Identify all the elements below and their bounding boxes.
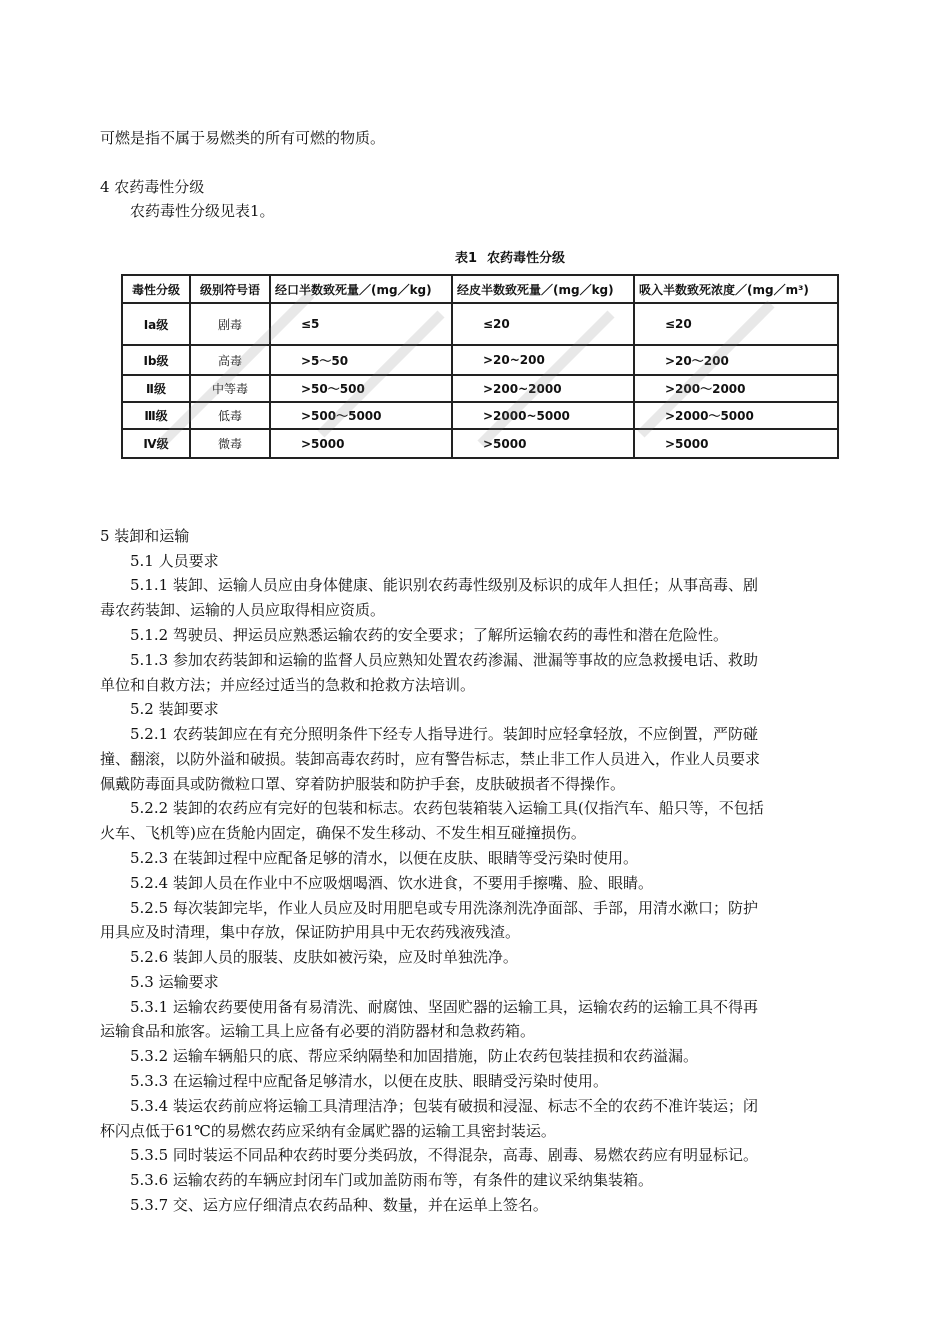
section-4-text: 农药毒性分级见表1。 <box>130 202 275 220</box>
section-5-1-1-cont: 毒农药装卸、运输的人员应取得相应资质。 <box>100 601 386 619</box>
watermark-stroke <box>321 314 441 434</box>
section-5-2-5-cont: 用具应及时清理，集中存放，保证防护用具中无农药残液残渣。 <box>100 923 521 941</box>
cell-symbol: 低毒 <box>190 402 270 429</box>
watermark-stroke <box>641 304 771 434</box>
table-header-cell: 毒性分级 <box>122 275 190 303</box>
cell-symbol: 中等毒 <box>190 375 270 402</box>
section-5-2-2-cont: 火车、飞机等)应在货舱内固定，确保不发生移动、不发生相互碰撞损伤。 <box>100 824 586 842</box>
section-5-1-3: 5.1.3 参加农药装卸和运输的监督人员应熟知处置农药渗漏、泄漏等事故的应急救援电话、救助 <box>130 651 758 669</box>
section-5-3-7: 5.3.7 交、运方应仔细清点农药品种、数量，并在运单上签名。 <box>130 1196 548 1214</box>
cell-oral: ≤5 <box>270 303 452 345</box>
section-5-3-6: 5.3.6 运输农药的车辆应封闭车门或加盖防雨布等，有条件的建议采纳集装箱。 <box>130 1171 653 1189</box>
watermark-overlay <box>121 274 837 459</box>
cell-dermal: >20~200 <box>452 345 634 375</box>
table-caption <box>400 247 620 266</box>
table-caption-number: 表1 <box>454 251 478 266</box>
section-5-2-1-cont2: 佩戴防毒面具或防微粒口罩、穿着防护服装和防护手套，皮肤破损者不得操作。 <box>100 775 626 793</box>
table-header-cell: 经口半数致死量／(mg／kg) <box>270 275 452 303</box>
cell-oral: >500～5000 <box>270 402 452 429</box>
section-5-3: 5.3 运输要求 <box>130 973 219 991</box>
cell-inhalation: >2000～5000 <box>634 402 838 429</box>
section-5-1-2: 5.1.2 驾驶员、押运员应熟悉运输农药的安全要求；了解所运输农药的毒性和潜在危险性。 <box>130 626 728 644</box>
cell-oral: >50～500 <box>270 375 452 402</box>
cell-inhalation: >5000 <box>634 429 838 458</box>
cell-dermal: >5000 <box>452 429 634 458</box>
cell-symbol: 剧毒 <box>190 303 270 345</box>
section-4-heading: 4 农药毒性分级 <box>100 178 205 196</box>
table-header-cell: 吸入半数致死浓度／(mg／m³) <box>634 275 838 303</box>
section-5-2-3: 5.2.3 在装卸过程中应配备足够的清水，以便在皮肤、眼睛等受污染时使用。 <box>130 849 638 867</box>
cell-oral: >5～50 <box>270 345 452 375</box>
section-5-2-4: 5.2.4 装卸人员在作业中不应吸烟喝酒、饮水进食，不要用手擦嘴、脸、眼睛。 <box>130 874 653 892</box>
table-header-cell: 经皮半数致死量／(mg／kg) <box>452 275 634 303</box>
section-5-1-3-cont: 单位和自救方法；并应经过适当的急救和抢救方法培训。 <box>100 676 476 694</box>
section-5-3-1-cont: 运输食品和旅客。运输工具上应备有必要的消防器材和急救药箱。 <box>100 1022 536 1040</box>
watermark-stroke <box>161 294 311 444</box>
section-5-2-1-cont: 撞、翻滚，以防外溢和破损。装卸高毒农药时，应有警告标志，禁止非工作人员进入，作业人员要求 <box>100 750 761 768</box>
cell-inhalation: ≤20 <box>634 303 838 345</box>
section-5-3-4: 5.3.4 装运农药前应将运输工具清理洁净；包装有破损和浸湿、标志不全的农药不准许装运；闭 <box>130 1097 758 1115</box>
cell-dermal: >2000~5000 <box>452 402 634 429</box>
cell-dermal: >200~2000 <box>452 375 634 402</box>
section-5-2-5: 5.2.5 每次装卸完毕，作业人员应及时用肥皂或专用洗涤剂洗净面部、手部，用清水漱口；防护 <box>130 899 758 917</box>
section-5-2-2: 5.2.2 装卸的农药应有完好的包装和标志。农药包装箱装入运输工具(仅指汽车、船只等，不包括 <box>130 799 764 817</box>
cell-inhalation: >200～2000 <box>634 375 838 402</box>
section-5-3-4-cont: 杯闪点低于61℃的易燃农药应采纳有金属贮器的运输工具密封装运。 <box>100 1122 556 1140</box>
section-5-3-2: 5.3.2 运输车辆船只的底、帮应采纳隔垫和加固措施，防止农药包装挂损和农药溢漏。 <box>130 1047 698 1065</box>
section-5-2-6: 5.2.6 装卸人员的服装、皮肤如被污染，应及时单独洗净。 <box>130 948 518 966</box>
table-caption-title: 农药毒性分级 <box>487 251 566 266</box>
cell-inhalation: >20～200 <box>634 345 838 375</box>
section-5-3-1: 5.3.1 运输农药要使用备有易清洗、耐腐蚀、坚固贮器的运输工具，运输农药的运输工具不得再 <box>130 998 758 1016</box>
intro-paragraph: 可燃是指不属于易燃类的所有可燃的物质。 <box>100 129 386 147</box>
cell-dermal: ≤20 <box>452 303 634 345</box>
section-5-1-1: 5.1.1 装卸、运输人员应由身体健康、能识别农药毒性级别及标识的成年人担任；从事高毒、剧 <box>130 576 758 594</box>
section-5-2-1: 5.2.1 农药装卸应在有充分照明条件下经专人指导进行。装卸时应轻拿轻放，不应倒置，严防碰 <box>130 725 758 743</box>
cell-level: Ⅲ级 <box>122 402 190 429</box>
table-header-cell: 级别符号语 <box>190 275 270 303</box>
cell-level: Ⅳ级 <box>122 429 190 458</box>
section-5-3-5: 5.3.5 同时装运不同品种农药时要分类码放，不得混杂，高毒、剧毒、易燃农药应有明显标记。 <box>130 1146 758 1164</box>
cell-level: Ⅰb级 <box>122 345 190 375</box>
section-5-2: 5.2 装卸要求 <box>130 700 219 718</box>
watermark-stroke <box>481 314 611 444</box>
cell-symbol: 微毒 <box>190 429 270 458</box>
cell-symbol: 高毒 <box>190 345 270 375</box>
cell-level: Ⅱ级 <box>122 375 190 402</box>
cell-oral: >5000 <box>270 429 452 458</box>
section-5-3-3: 5.3.3 在运输过程中应配备足够清水，以便在皮肤、眼睛受污染时使用。 <box>130 1072 608 1090</box>
section-5-heading: 5 装卸和运输 <box>100 527 190 545</box>
section-5-1: 5.1 人员要求 <box>130 552 219 570</box>
cell-level: Ⅰa级 <box>122 303 190 345</box>
